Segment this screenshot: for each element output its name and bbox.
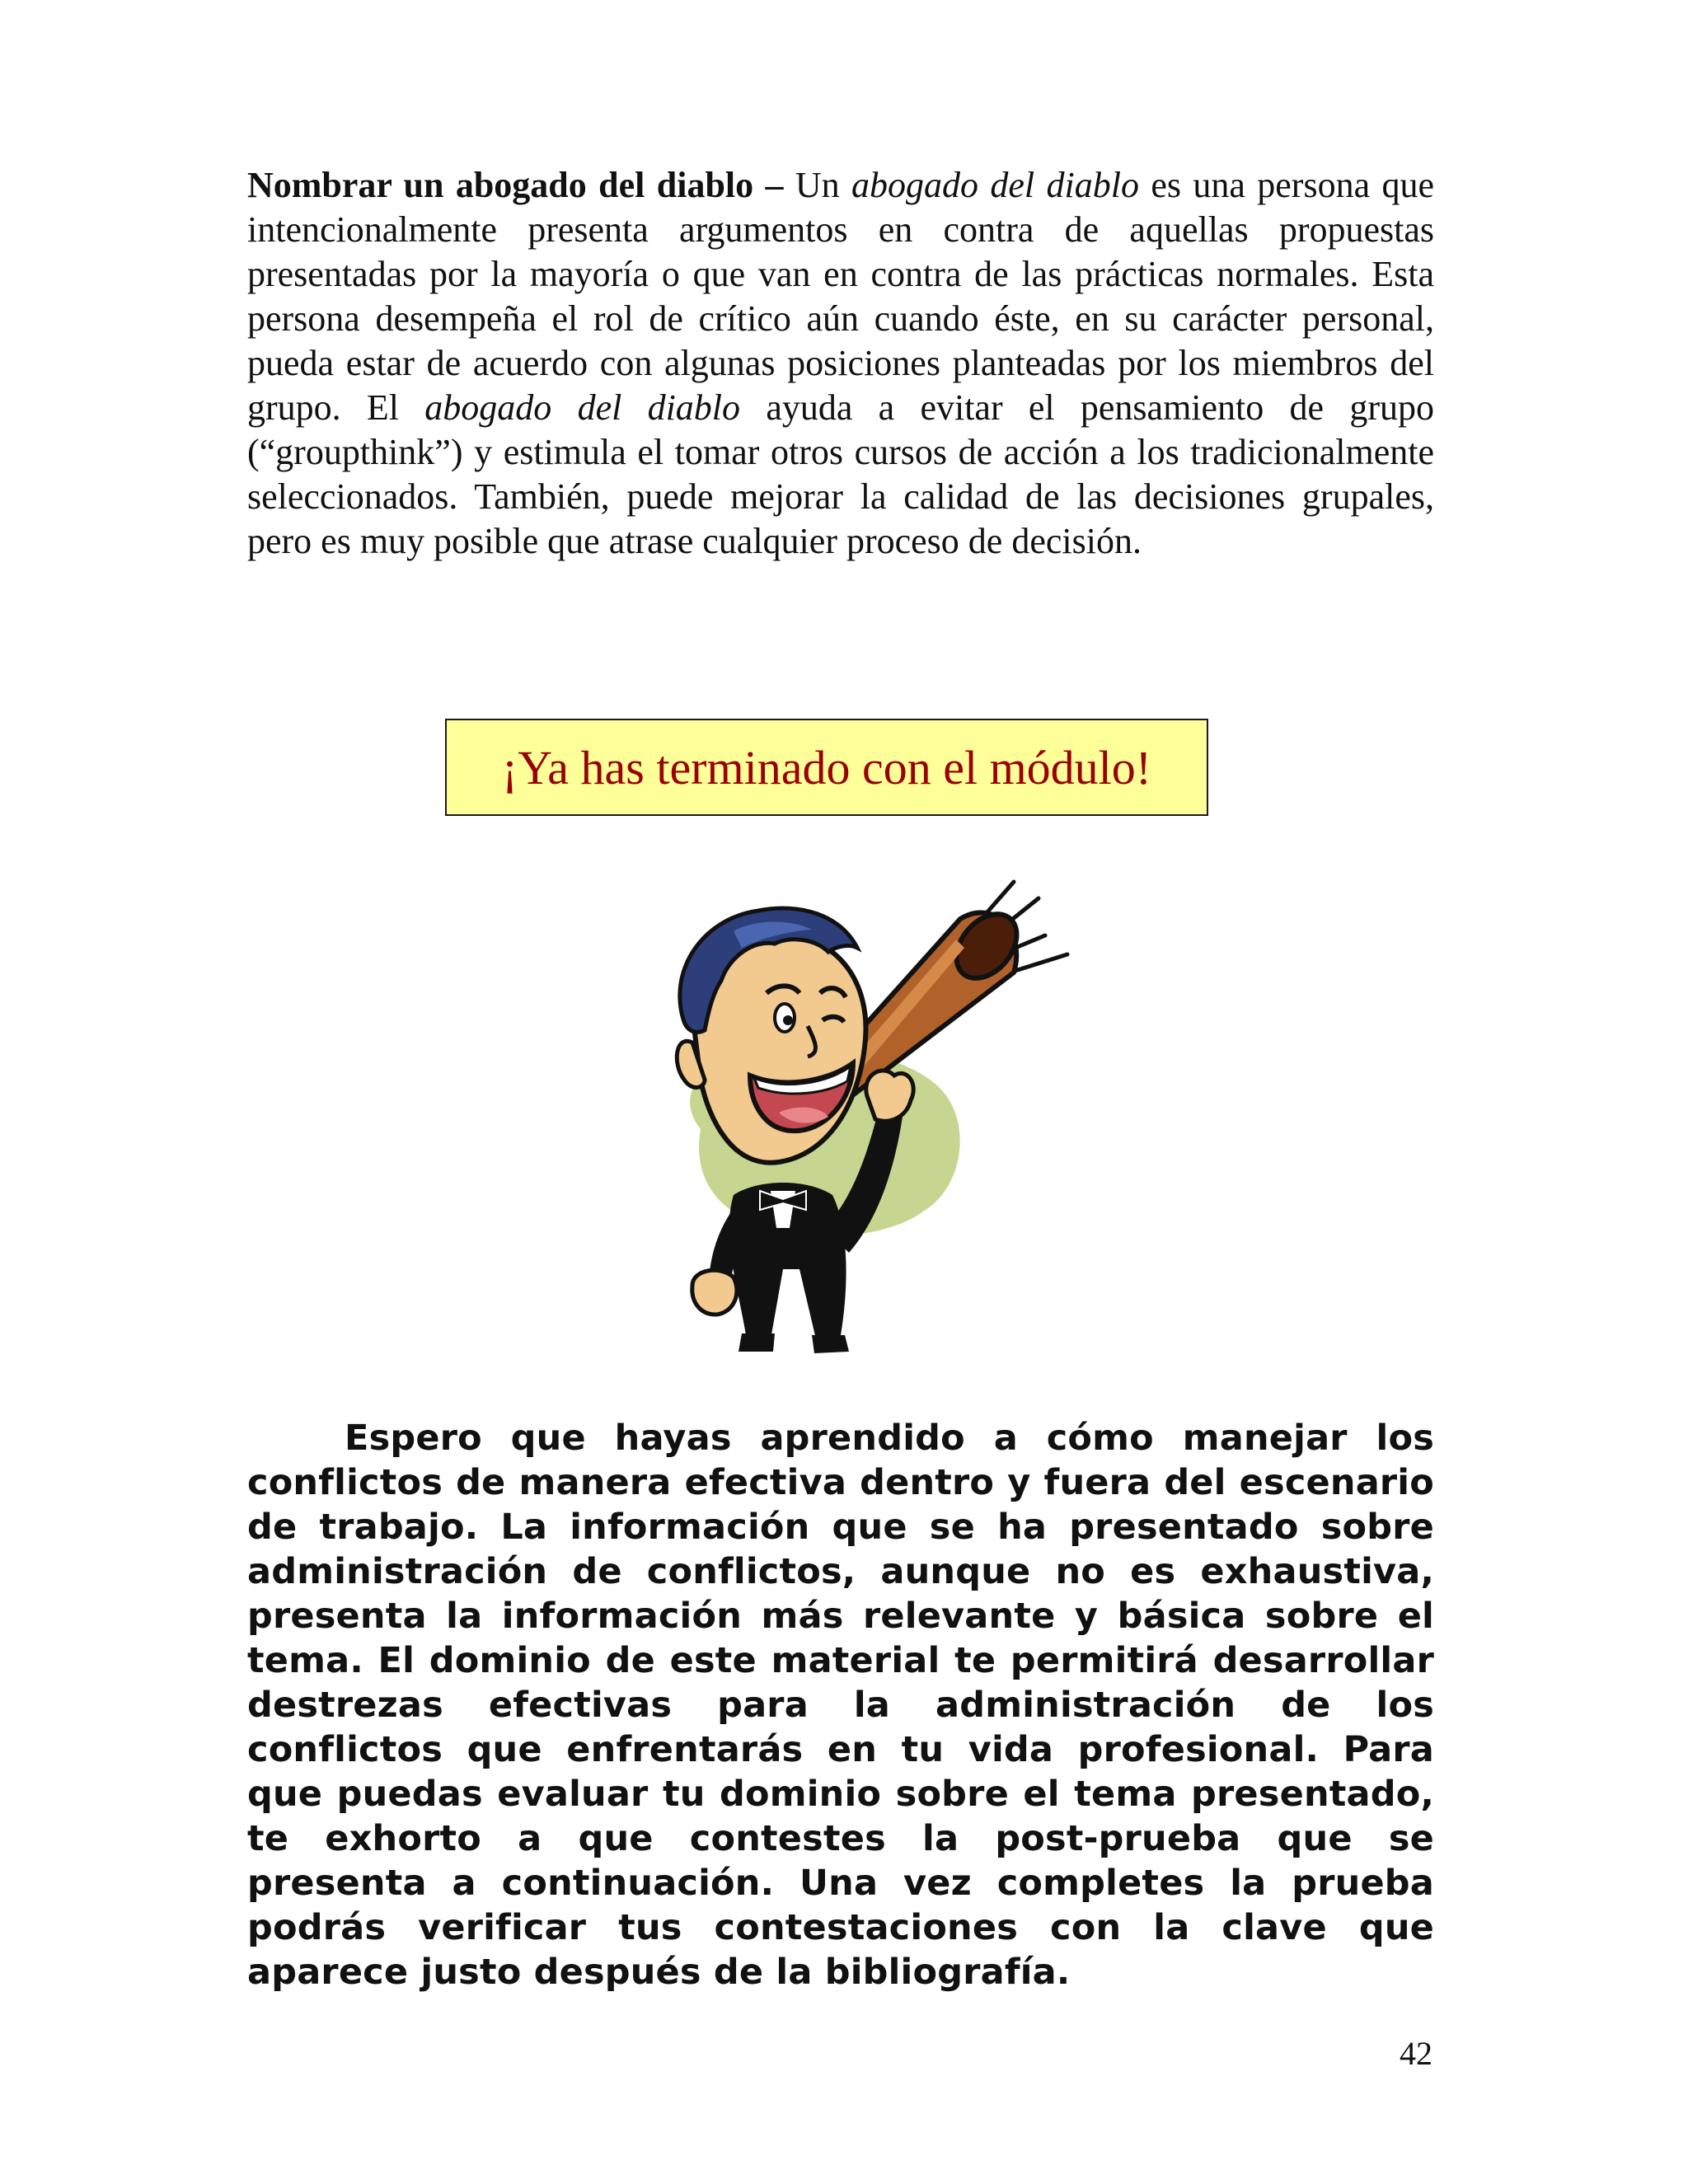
completion-banner-text: ¡Ya has terminado con el módulo! [501,740,1152,794]
closing-text: Espero que hayas aprendido a cómo manejar los conflictos de manera efectiva dentro y fuera del escenario de trabajo. La información que se ha presentado sobre administración de conflictos, aunque no es exhaustiva, presenta la información más relevante y básica sobre el tema. El dominio de este material te permitirá desarrollar destrezas efectivas para la administración de los conflictos que enfrentarás en tu vida profesional. Para que puedas evaluar tu dominio sobre el tema presentado, te exhorto a que contestes la post-prueba que se presenta a continuación. Una vez completes la prueba podrás verificar tus contestaciones con la clave que aparece justo después de la bibliografía. [247,1418,1434,1993]
left-fist [692,1270,737,1315]
closing-paragraph [247,1416,1434,1994]
text-segment-1: Un [783,165,852,205]
completion-banner [445,719,1208,816]
text-segment-2: es una persona que intencionalmente presenta argumentos en contra de aquellas propuestas presentadas por la mayoría o que van en contra de las prácticas normales. Esta persona desempeña el rol de crítico aún cuando éste, en su carácter personal, pueda estar de acuerdo con algunas posiciones planteadas por los miembros del grupo. El [247,165,1435,428]
devils-advocate-paragraph [247,163,1434,564]
page-number: 42 [1400,2035,1432,2072]
term-bold: Nombrar un abogado del diablo – [247,165,784,205]
term-italic-1: abogado del diablo [851,165,1139,205]
left-shoe [738,1333,775,1352]
term-italic-2: abogado del diablo [424,387,741,428]
right-shoe [812,1335,849,1353]
cartoon-man-megaphone-icon [577,841,1104,1368]
text-segment-3: ayuda a evitar el pensamiento de grupo (“groupthink”) y estimula el tomar otros cursos de acción a los tradicionalmente seleccionados. También, puede mejorar la calidad de las decisiones grupales, pero es muy posible que atrase cualquier proceso de decisión. [247,387,1434,561]
